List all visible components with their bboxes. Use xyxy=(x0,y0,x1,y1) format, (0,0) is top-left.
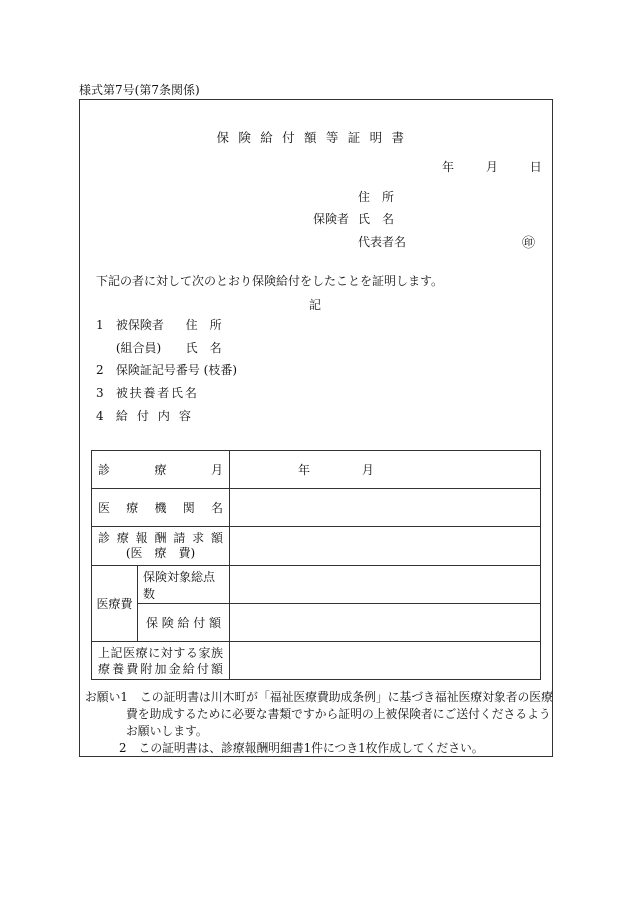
seal-mark: ㊞ xyxy=(522,236,536,251)
item-benefit-contents xyxy=(96,407,200,424)
note1-line3: お願いします。 xyxy=(126,724,208,738)
item-label: 被扶養者氏名 xyxy=(115,386,199,400)
item-label: 保険証記号番号 (枝番) xyxy=(115,363,238,377)
certification-statement: 下記の者に対して次のとおり保険給付をしたことを証明します。 xyxy=(96,274,444,288)
family-label-line1: 上記医療に対する家族 xyxy=(98,645,224,660)
item-sub-label: 住 所 xyxy=(185,318,222,332)
treatment-month-label: 診療月 xyxy=(92,451,230,489)
claim-amount-cell[interactable] xyxy=(230,527,541,566)
note2-text: この証明書は、診療報酬明細書1件につき1枚作成してください。 xyxy=(138,741,484,755)
date-day-label: 日 xyxy=(529,160,542,174)
issuer-name-label: 氏 名 xyxy=(358,212,395,226)
institution-name-cell[interactable] xyxy=(230,489,541,527)
note2-row xyxy=(119,739,484,756)
issue-date xyxy=(442,158,542,175)
document-title: 保険給付額等証明書 xyxy=(216,130,414,145)
notes-header-row xyxy=(85,688,128,705)
claim-label-line1: 診療報酬請求額 xyxy=(98,531,224,545)
ki-heading: 記 xyxy=(308,298,321,312)
family-label-line2: 療養費附加金給付額 xyxy=(98,661,224,676)
table-row xyxy=(92,604,541,642)
total-points-label: 保険対象総点数 xyxy=(138,566,230,604)
item-label: 給付内容 xyxy=(115,409,200,423)
item-label: 被保険者 xyxy=(115,318,164,332)
item-insured-address xyxy=(96,316,222,333)
claim-amount-label xyxy=(92,527,230,566)
representative-name-label: 代表者名 xyxy=(358,235,407,249)
issuer-address-label: 住 所 xyxy=(358,190,395,204)
item-sub-label: 氏 名 xyxy=(185,341,222,355)
item-number: 3 xyxy=(96,386,104,400)
note-number: 1 xyxy=(120,690,128,704)
notes-header: お願い xyxy=(85,690,121,704)
table-row xyxy=(92,489,541,527)
family-allowance-cell[interactable] xyxy=(230,642,541,680)
date-year-label: 年 xyxy=(442,160,455,174)
treatment-month-unit: 月 xyxy=(361,463,374,477)
item-number: 4 xyxy=(96,409,104,423)
item-label: (組合員) xyxy=(115,341,162,355)
item-number: 1 xyxy=(96,318,104,332)
benefit-details-table xyxy=(91,450,541,680)
table-row xyxy=(92,451,541,489)
note1-line2: 費を助成するために必要な書類ですから証明の上被保険者にご送付くださるよう xyxy=(126,707,551,721)
benefit-amount-label: 保険給付額 xyxy=(138,604,230,642)
table-row xyxy=(92,642,541,680)
family-allowance-label xyxy=(92,642,230,680)
medical-cost-label: 医療費 xyxy=(92,566,138,642)
item-insured-name xyxy=(96,339,222,356)
date-month-label: 月 xyxy=(485,160,498,174)
table-row xyxy=(92,527,541,566)
insurer-label: 保険者 xyxy=(313,212,350,226)
note1-line1: この証明書は川木町が「福祉医療費助成条例」に基づき福祉医療対象者の医療 xyxy=(140,690,553,704)
item-number: 2 xyxy=(96,363,104,377)
table-row xyxy=(92,566,541,604)
institution-name-label: 医療機関名 xyxy=(92,489,230,527)
total-points-cell[interactable] xyxy=(230,566,541,604)
item-insurance-card-number xyxy=(96,361,237,378)
note-number: 2 xyxy=(119,741,127,755)
benefit-amount-cell[interactable] xyxy=(230,604,541,642)
treatment-year-unit: 年 xyxy=(298,463,311,477)
item-dependent-name xyxy=(96,384,199,401)
treatment-month-cell[interactable] xyxy=(230,451,541,489)
form-number: 様式第7号(第7条関係) xyxy=(79,83,200,97)
claim-label-line2: (医 療 費) xyxy=(125,546,196,560)
